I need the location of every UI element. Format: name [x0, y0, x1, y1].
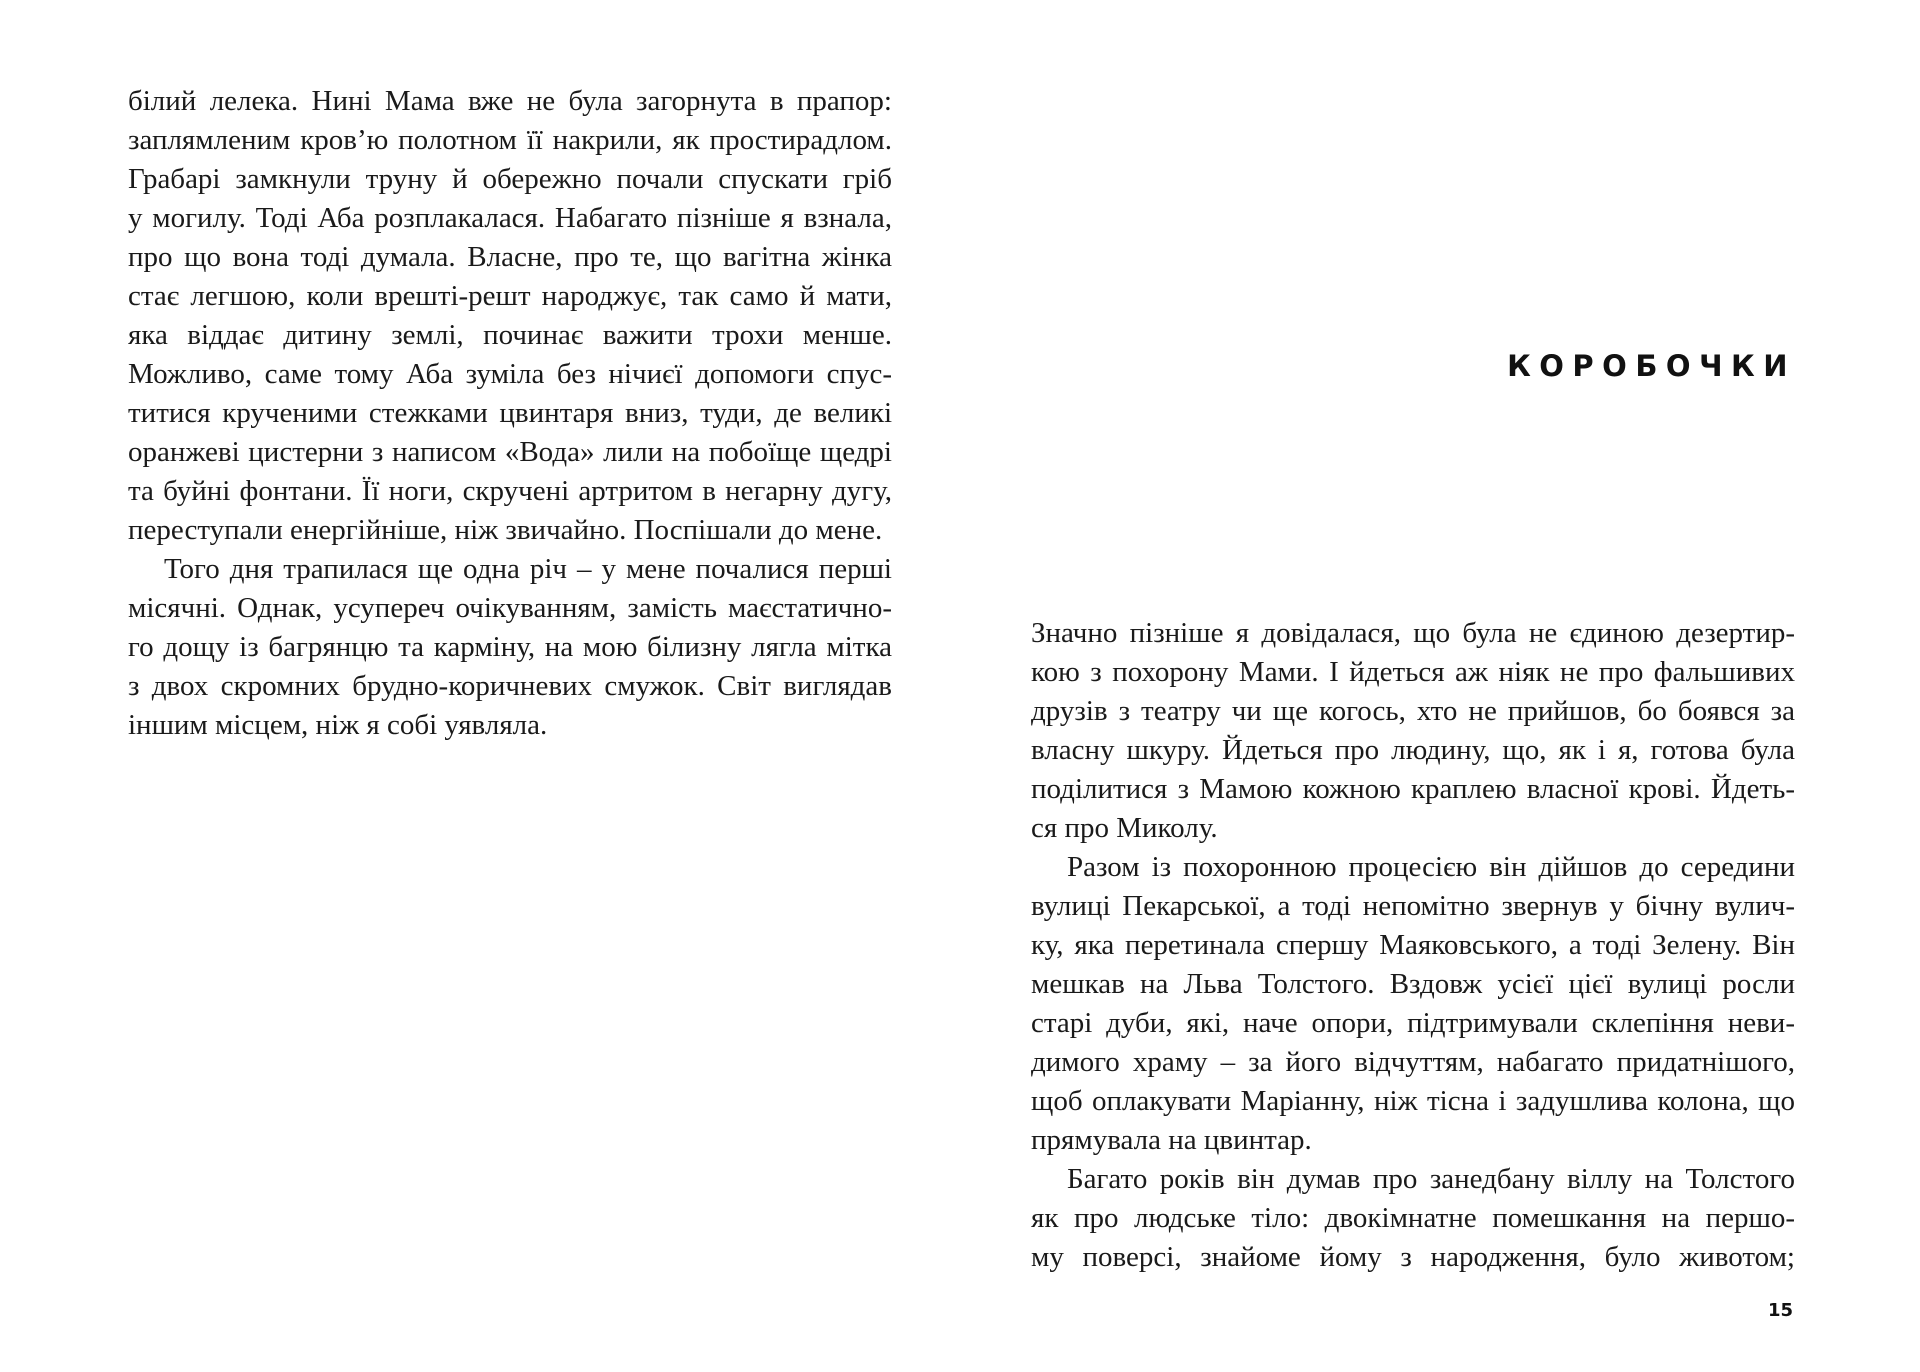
- text-line: білий лелека. Нині Мама вже не була загорнута в прапор:: [128, 85, 892, 117]
- text-line: титися крученими стежками цвинтаря вниз, туди, де великі: [128, 397, 892, 429]
- text-line: вулиці Пекарської, а тоді непомітно звернув у бічну вулич-: [1031, 890, 1795, 922]
- text-line: друзів з театру чи ще когось, хто не прийшов, бо боявся за: [1031, 695, 1795, 727]
- right-page: [960, 0, 1920, 1372]
- right-page-text: [1031, 614, 1795, 1277]
- text-line: стає легшою, коли врешті-решт народжує, так само й мати,: [128, 280, 892, 312]
- text-line: Значно пізніше я довідалася, що була не єдиною дезертир-: [1031, 617, 1795, 649]
- text-line: яка віддає дитину землі, починає важити трохи менше.: [128, 319, 892, 351]
- text-line: Разом із похоронною процесією він дійшов до середини: [1067, 851, 1795, 883]
- text-line: ся про Миколу.: [1031, 812, 1218, 844]
- text-line: поділитися з Мамою кожною краплею власної крові. Йдеть-: [1031, 773, 1795, 805]
- text-line: Того дня трапилася ще одна річ – у мене почалися перші: [164, 553, 892, 585]
- text-line: му поверсі, знайоме йому з народження, було животом;: [1031, 1241, 1795, 1273]
- text-line: власну шкуру. Йдеться про людину, що, як і я, готова була: [1031, 734, 1795, 766]
- text-line: іншим місцем, ніж я собі уявляла.: [128, 709, 548, 741]
- text-line: Можливо, саме тому Аба зуміла без нічиєї допомоги спус-: [128, 358, 892, 390]
- page-number: 15: [1767, 1300, 1793, 1321]
- left-page-text: [128, 82, 892, 745]
- text-line: у могилу. Тоді Аба розплакалася. Набагато пізніше я взнала,: [128, 202, 892, 234]
- text-line: та буйні фонтани. Її ноги, скручені артритом в негарну дугу,: [128, 475, 892, 507]
- text-line: Грабарі замкнули труну й обережно почали спускати гріб: [128, 163, 892, 195]
- text-line: з двох скромних брудно-коричневих смужок. Світ виглядав: [128, 670, 892, 702]
- text-line: го дощу із багрянцю та карміну, на мою білизну лягла мітка: [128, 631, 892, 663]
- text-line: старі дуби, які, наче опори, підтримували склепіння неви-: [1031, 1007, 1795, 1039]
- text-line: ку, яка перетинала спершу Маяковського, а тоді Зелену. Він: [1031, 929, 1795, 961]
- text-line: місячні. Однак, усупереч очікуванням, замість маєстатично-: [128, 592, 892, 624]
- text-line: про що вона тоді думала. Власне, про те, що вагітна жінка: [128, 241, 892, 273]
- text-line: щоб оплакувати Маріанну, ніж тісна і задушлива колона, що: [1031, 1085, 1795, 1117]
- text-line: прямувала на цвинтар.: [1031, 1124, 1312, 1156]
- chapter-title: КОРОБОЧКИ: [1507, 349, 1796, 383]
- text-line: переступали енергійніше, ніж звичайно. Поспішали до мене.: [128, 514, 883, 546]
- text-line: як про людське тіло: двокімнатне помешкання на першо-: [1031, 1202, 1795, 1234]
- text-line: кою з похорону Мами. І йдеться аж ніяк не про фальшивих: [1031, 656, 1795, 688]
- text-line: оранжеві цистерни з написом «Вода» лили на побоїще щедрі: [128, 436, 892, 468]
- text-line: димого храму – за його відчуттям, набагато придатнішого,: [1031, 1046, 1795, 1078]
- text-line: заплямленим кров’ю полотном її накрили, як простирадлом.: [128, 124, 892, 156]
- text-line: мешкав на Льва Толстого. Вздовж усієї цієї вулиці росли: [1031, 968, 1795, 1000]
- text-line: Багато років він думав про занедбану віллу на Толстого: [1067, 1163, 1795, 1195]
